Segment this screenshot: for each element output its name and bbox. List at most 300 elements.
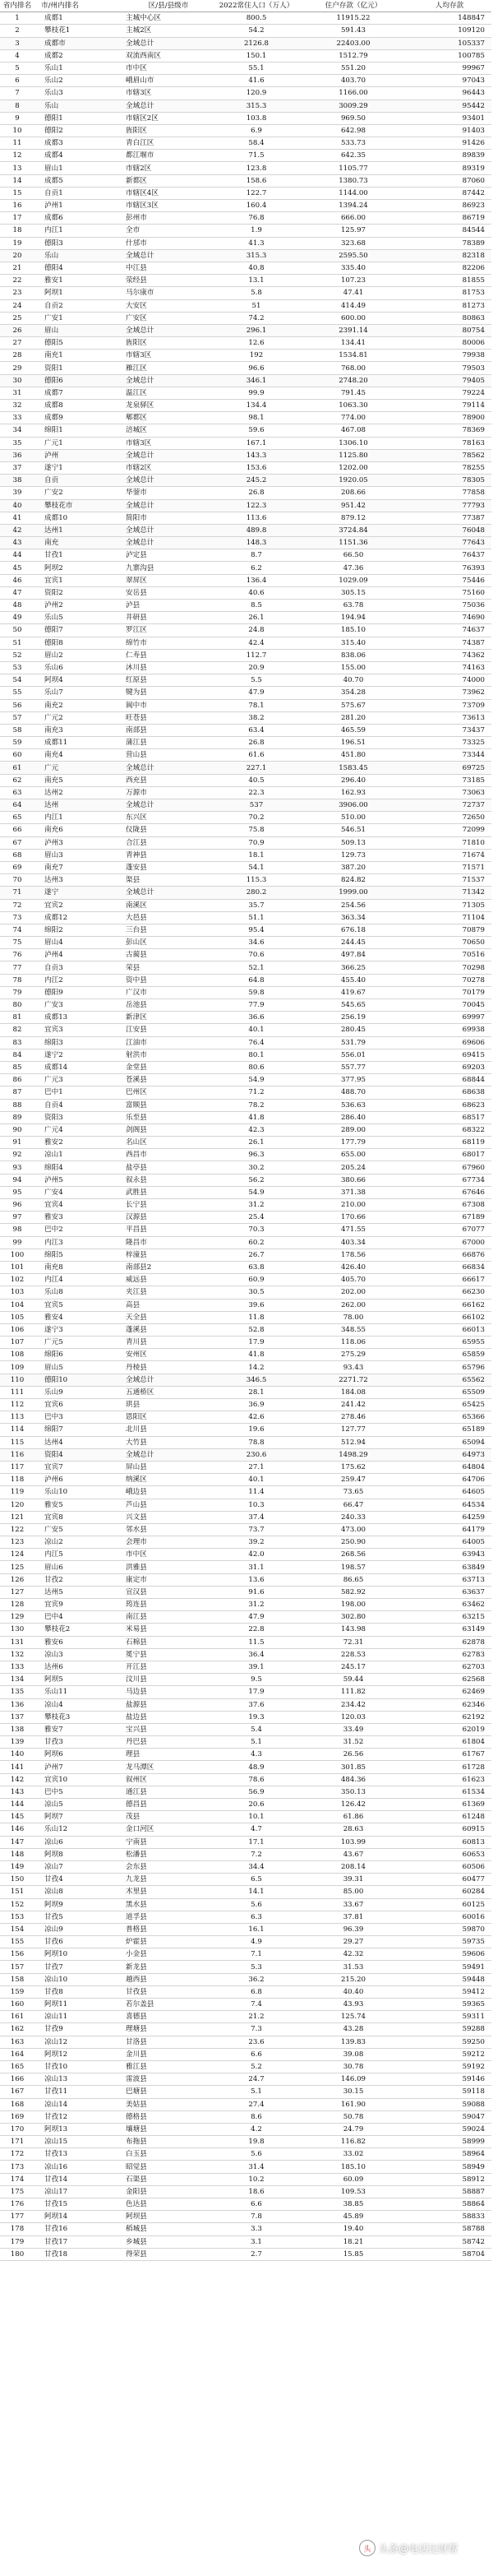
deposit-cell: 824.82 bbox=[299, 874, 408, 887]
sub-cell bbox=[85, 711, 123, 724]
per-capita-cell: 70650 bbox=[408, 937, 491, 949]
city-rank-cell: 广元3 bbox=[35, 1074, 85, 1086]
per-capita-cell: 81855 bbox=[408, 275, 491, 287]
district-cell: 德格县 bbox=[123, 2110, 214, 2123]
per-capita-cell: 65796 bbox=[408, 1361, 491, 1374]
province-rank-cell: 93 bbox=[0, 1161, 35, 1174]
population-cell: 36.2 bbox=[214, 1973, 299, 1985]
table-row bbox=[0, 487, 491, 499]
deposit-cell: 162.93 bbox=[299, 786, 408, 799]
deposit-cell: 551.20 bbox=[299, 62, 408, 74]
per-capita-cell: 78163 bbox=[408, 437, 491, 449]
population-cell: 120.9 bbox=[214, 87, 299, 100]
population-cell: 13.6 bbox=[214, 1573, 299, 1586]
population-cell: 143.3 bbox=[214, 449, 299, 461]
city-rank-cell: 雅安6 bbox=[35, 1636, 85, 1648]
sub-cell bbox=[85, 1599, 123, 1611]
per-capita-cell: 61369 bbox=[408, 1799, 491, 1811]
province-rank-cell: 164 bbox=[0, 2048, 35, 2060]
per-capita-cell: 73063 bbox=[408, 786, 491, 799]
per-capita-cell: 74362 bbox=[408, 649, 491, 661]
sub-cell bbox=[85, 1199, 123, 1212]
deposit-cell: 43.28 bbox=[299, 2023, 408, 2036]
deposit-cell: 286.40 bbox=[299, 1111, 408, 1124]
city-rank-cell: 凉山5 bbox=[35, 1799, 85, 1811]
deposit-cell: 774.00 bbox=[299, 412, 408, 424]
district-cell: 彭州市 bbox=[123, 212, 214, 225]
district-cell: 泸县 bbox=[123, 600, 214, 612]
sub-cell bbox=[85, 100, 123, 112]
district-cell: 普格县 bbox=[123, 1923, 214, 1935]
province-rank-cell: 60 bbox=[0, 749, 35, 762]
city-rank-cell: 泸州4 bbox=[35, 949, 85, 961]
district-cell: 彭山区 bbox=[123, 937, 214, 949]
table-row bbox=[0, 1723, 491, 1735]
deposit-cell: 205.24 bbox=[299, 1161, 408, 1174]
deposit-cell: 15.85 bbox=[299, 2248, 408, 2260]
sub-cell bbox=[85, 1723, 123, 1735]
per-capita-cell: 61728 bbox=[408, 1761, 491, 1773]
city-rank-cell: 阿坝11 bbox=[35, 1999, 85, 2011]
sub-cell bbox=[85, 225, 123, 237]
deposit-cell: 1166.00 bbox=[299, 87, 408, 100]
city-rank-cell: 德阳1 bbox=[35, 112, 85, 124]
table-row bbox=[0, 2060, 491, 2073]
table-row bbox=[0, 699, 491, 711]
table-row bbox=[0, 2073, 491, 2086]
per-capita-cell: 81273 bbox=[408, 299, 491, 312]
per-capita-cell: 74000 bbox=[408, 674, 491, 687]
population-cell: 3.1 bbox=[214, 2235, 299, 2248]
province-rank-cell: 66 bbox=[0, 824, 35, 836]
sub-cell bbox=[85, 1074, 123, 1086]
table-row bbox=[0, 2235, 491, 2248]
sub-cell bbox=[85, 2011, 123, 2023]
district-cell: 荥经县 bbox=[123, 275, 214, 287]
deposit-cell: 969.50 bbox=[299, 112, 408, 124]
per-capita-cell: 87442 bbox=[408, 187, 491, 199]
header-blank bbox=[85, 0, 123, 12]
city-rank-cell: 雅安7 bbox=[35, 1723, 85, 1735]
deposit-cell: 134.41 bbox=[299, 337, 408, 350]
per-capita-cell: 79224 bbox=[408, 387, 491, 399]
population-cell: 27.4 bbox=[214, 2098, 299, 2110]
table-row bbox=[0, 2148, 491, 2161]
deposit-cell: 348.55 bbox=[299, 1323, 408, 1336]
table-row bbox=[0, 2048, 491, 2060]
province-rank-cell: 43 bbox=[0, 537, 35, 549]
population-cell: 280.2 bbox=[214, 887, 299, 899]
deposit-cell: 43.93 bbox=[299, 1999, 408, 2011]
deposit-cell: 3724.84 bbox=[299, 524, 408, 536]
province-rank-cell: 62 bbox=[0, 774, 35, 786]
district-cell: 犍为县 bbox=[123, 687, 214, 699]
table-row bbox=[0, 1661, 491, 1673]
deposit-cell: 642.98 bbox=[299, 124, 408, 137]
population-cell: 7.1 bbox=[214, 1948, 299, 1961]
district-cell: 西昌市 bbox=[123, 1149, 214, 1161]
province-rank-cell: 52 bbox=[0, 649, 35, 661]
table-row bbox=[0, 737, 491, 749]
province-rank-cell: 1 bbox=[0, 12, 35, 25]
city-rank-cell: 巴中3 bbox=[35, 1411, 85, 1424]
province-rank-cell: 55 bbox=[0, 687, 35, 699]
sub-cell bbox=[85, 2048, 123, 2060]
population-cell: 70.3 bbox=[214, 1224, 299, 1236]
city-rank-cell: 成都13 bbox=[35, 1012, 85, 1024]
province-rank-cell: 166 bbox=[0, 2073, 35, 2086]
city-rank-cell: 巴中1 bbox=[35, 1086, 85, 1099]
deposit-cell: 18.21 bbox=[299, 2235, 408, 2248]
population-cell: 5.4 bbox=[214, 1723, 299, 1735]
per-capita-cell: 60125 bbox=[408, 1898, 491, 1911]
per-capita-cell: 109120 bbox=[408, 25, 491, 37]
population-cell: 20.9 bbox=[214, 661, 299, 674]
sub-cell bbox=[85, 1436, 123, 1448]
province-rank-cell: 59 bbox=[0, 737, 35, 749]
deposit-cell: 11915.22 bbox=[299, 12, 408, 25]
city-rank-cell: 甘孜2 bbox=[35, 1573, 85, 1586]
district-cell: 郫都区 bbox=[123, 412, 214, 424]
per-capita-cell: 67000 bbox=[408, 1236, 491, 1249]
province-rank-cell: 20 bbox=[0, 249, 35, 262]
per-capita-cell: 62469 bbox=[408, 1686, 491, 1698]
table-row bbox=[0, 275, 491, 287]
district-cell: 南部县2 bbox=[123, 1261, 214, 1273]
population-cell: 17.9 bbox=[214, 1337, 299, 1349]
province-rank-cell: 21 bbox=[0, 262, 35, 274]
province-rank-cell: 150 bbox=[0, 1874, 35, 1886]
sub-cell bbox=[85, 1174, 123, 1186]
district-cell: 三台县 bbox=[123, 924, 214, 936]
province-rank-cell: 160 bbox=[0, 1999, 35, 2011]
province-rank-cell: 162 bbox=[0, 2023, 35, 2036]
district-cell: 开江县 bbox=[123, 1661, 214, 1673]
per-capita-cell: 59606 bbox=[408, 1948, 491, 1961]
sub-cell bbox=[85, 1374, 123, 1386]
per-capita-cell: 61248 bbox=[408, 1811, 491, 1823]
deposit-cell: 24.79 bbox=[299, 2123, 408, 2135]
district-cell: 雷波县 bbox=[123, 2073, 214, 2086]
deposit-cell: 28.63 bbox=[299, 1823, 408, 1836]
per-capita-cell: 77793 bbox=[408, 499, 491, 512]
population-cell: 31.2 bbox=[214, 1599, 299, 1611]
table-row bbox=[0, 237, 491, 249]
population-cell: 5.2 bbox=[214, 2060, 299, 2073]
district-cell: 黑水县 bbox=[123, 1898, 214, 1911]
table-row bbox=[0, 1511, 491, 1523]
province-rank-cell: 136 bbox=[0, 1698, 35, 1711]
deposit-cell: 111.82 bbox=[299, 1686, 408, 1698]
table-row bbox=[0, 1024, 491, 1036]
per-capita-cell: 65859 bbox=[408, 1349, 491, 1361]
sub-cell bbox=[85, 162, 123, 174]
population-cell: 12.6 bbox=[214, 337, 299, 350]
table-row bbox=[0, 2110, 491, 2123]
per-capita-cell: 59288 bbox=[408, 2023, 491, 2036]
district-cell: 渠县 bbox=[123, 874, 214, 887]
table-row bbox=[0, 12, 491, 25]
province-rank-cell: 155 bbox=[0, 1936, 35, 1948]
table-row bbox=[0, 711, 491, 724]
population-cell: 59.6 bbox=[214, 424, 299, 437]
province-rank-cell: 84 bbox=[0, 1049, 35, 1061]
district-cell: 金阳县 bbox=[123, 2185, 214, 2198]
per-capita-cell: 59311 bbox=[408, 2011, 491, 2023]
district-cell: 新龙县 bbox=[123, 1961, 214, 1973]
table-row bbox=[0, 25, 491, 37]
district-cell: 广汉市 bbox=[123, 986, 214, 998]
sub-cell bbox=[85, 449, 123, 461]
sub-cell bbox=[85, 1936, 123, 1948]
per-capita-cell: 60506 bbox=[408, 1860, 491, 1873]
population-cell: 74.2 bbox=[214, 312, 299, 324]
district-cell: 雅江县 bbox=[123, 2060, 214, 2073]
deposit-cell: 245.17 bbox=[299, 1661, 408, 1673]
sub-cell bbox=[85, 1985, 123, 1998]
district-cell: 叙永县 bbox=[123, 1174, 214, 1186]
sub-cell bbox=[85, 600, 123, 612]
per-capita-cell: 82206 bbox=[408, 262, 491, 274]
per-capita-cell: 78389 bbox=[408, 237, 491, 249]
district-cell: 全市 bbox=[123, 225, 214, 237]
district-cell: 全域总计 bbox=[123, 887, 214, 899]
table-row bbox=[0, 549, 491, 562]
city-rank-cell: 宜宾6 bbox=[35, 1399, 85, 1411]
province-rank-cell: 133 bbox=[0, 1661, 35, 1673]
per-capita-cell: 64534 bbox=[408, 1499, 491, 1511]
population-cell: 2.7 bbox=[214, 2248, 299, 2260]
district-cell: 剑阁县 bbox=[123, 1124, 214, 1136]
city-rank-cell: 南充7 bbox=[35, 861, 85, 873]
deposit-cell: 377.95 bbox=[299, 1074, 408, 1086]
deposit-cell: 509.13 bbox=[299, 836, 408, 849]
sub-cell bbox=[85, 612, 123, 624]
table-row bbox=[0, 974, 491, 986]
table-row bbox=[0, 212, 491, 225]
header-deposits: 住户存款（亿元） bbox=[299, 0, 408, 12]
district-cell: 全域总计 bbox=[123, 249, 214, 262]
sub-cell bbox=[85, 1099, 123, 1111]
district-cell: 蓬安县 bbox=[123, 861, 214, 873]
district-cell: 九龙县 bbox=[123, 1874, 214, 1886]
population-cell: 54.1 bbox=[214, 861, 299, 873]
sub-cell bbox=[85, 150, 123, 162]
table-row bbox=[0, 2023, 491, 2036]
table-row bbox=[0, 287, 491, 299]
deposit-cell: 451.80 bbox=[299, 749, 408, 762]
sub-cell bbox=[85, 1323, 123, 1336]
sub-cell bbox=[85, 1549, 123, 1561]
population-cell: 26.7 bbox=[214, 1249, 299, 1261]
header-per-capita: 人均存款 bbox=[408, 0, 491, 12]
province-rank-cell: 158 bbox=[0, 1973, 35, 1985]
province-rank-cell: 42 bbox=[0, 524, 35, 536]
city-rank-cell: 广安2 bbox=[35, 487, 85, 499]
deposit-cell: 126.42 bbox=[299, 1799, 408, 1811]
district-cell: 白玉县 bbox=[123, 2148, 214, 2161]
district-cell: 资中县 bbox=[123, 974, 214, 986]
per-capita-cell: 80863 bbox=[408, 312, 491, 324]
sub-cell bbox=[85, 1386, 123, 1398]
per-capita-cell: 72650 bbox=[408, 812, 491, 824]
city-rank-cell: 自贡2 bbox=[35, 299, 85, 312]
per-capita-cell: 86719 bbox=[408, 212, 491, 225]
sub-cell bbox=[85, 1799, 123, 1811]
sub-cell bbox=[85, 674, 123, 687]
per-capita-cell: 75160 bbox=[408, 586, 491, 599]
sub-cell bbox=[85, 475, 123, 487]
city-rank-cell: 内江1 bbox=[35, 225, 85, 237]
per-capita-cell: 58864 bbox=[408, 2198, 491, 2211]
sub-cell bbox=[85, 1561, 123, 1573]
population-cell: 16.1 bbox=[214, 1923, 299, 1935]
city-rank-cell: 绵阳6 bbox=[35, 1349, 85, 1361]
population-cell: 63.4 bbox=[214, 724, 299, 736]
table-row bbox=[0, 1124, 491, 1136]
population-cell: 158.6 bbox=[214, 174, 299, 187]
per-capita-cell: 62346 bbox=[408, 1698, 491, 1711]
district-cell: 合江县 bbox=[123, 836, 214, 849]
per-capita-cell: 78255 bbox=[408, 461, 491, 474]
per-capita-cell: 63149 bbox=[408, 1624, 491, 1636]
population-cell: 35.7 bbox=[214, 899, 299, 911]
province-rank-cell: 128 bbox=[0, 1599, 35, 1611]
sub-cell bbox=[85, 350, 123, 362]
deposit-cell: 125.97 bbox=[299, 225, 408, 237]
province-rank-cell: 175 bbox=[0, 2185, 35, 2198]
population-cell: 7.3 bbox=[214, 2023, 299, 2036]
city-rank-cell: 德阳4 bbox=[35, 262, 85, 274]
per-capita-cell: 74163 bbox=[408, 661, 491, 674]
city-rank-cell: 成都市 bbox=[35, 37, 85, 49]
city-rank-cell: 阿坝7 bbox=[35, 1811, 85, 1823]
per-capita-cell: 99967 bbox=[408, 62, 491, 74]
population-cell: 227.1 bbox=[214, 762, 299, 774]
toutiao-logo-icon: 头 bbox=[359, 2540, 376, 2556]
province-rank-cell: 109 bbox=[0, 1361, 35, 1374]
province-rank-cell: 111 bbox=[0, 1386, 35, 1398]
deposit-cell: 120.03 bbox=[299, 1711, 408, 1723]
district-cell: 全域总计 bbox=[123, 1448, 214, 1461]
per-capita-cell: 62019 bbox=[408, 1723, 491, 1735]
district-cell: 长宁县 bbox=[123, 1199, 214, 1212]
province-rank-cell: 165 bbox=[0, 2060, 35, 2073]
population-cell: 42.6 bbox=[214, 1411, 299, 1424]
deposit-cell: 39.31 bbox=[299, 1874, 408, 1886]
district-cell: 市辖3区 bbox=[123, 350, 214, 362]
sub-cell bbox=[85, 49, 123, 62]
city-rank-cell: 遂宁1 bbox=[35, 461, 85, 474]
district-cell: 西充县 bbox=[123, 774, 214, 786]
table-row bbox=[0, 499, 491, 512]
city-rank-cell: 攀枝花市 bbox=[35, 499, 85, 512]
city-rank-cell: 宜宾10 bbox=[35, 1773, 85, 1786]
city-rank-cell: 阿坝4 bbox=[35, 674, 85, 687]
district-cell: 市中区 bbox=[123, 1549, 214, 1561]
table-row bbox=[0, 1711, 491, 1723]
deposit-cell: 280.45 bbox=[299, 1024, 408, 1036]
sub-cell bbox=[85, 949, 123, 961]
province-rank-cell: 19 bbox=[0, 237, 35, 249]
sub-cell bbox=[85, 1311, 123, 1323]
deposit-cell: 175.62 bbox=[299, 1461, 408, 1473]
province-rank-cell: 170 bbox=[0, 2123, 35, 2135]
province-rank-cell: 32 bbox=[0, 400, 35, 412]
province-rank-cell: 29 bbox=[0, 362, 35, 374]
district-cell: 洪雅县 bbox=[123, 1561, 214, 1573]
table-row bbox=[0, 674, 491, 687]
province-rank-cell: 76 bbox=[0, 949, 35, 961]
city-rank-cell: 南充8 bbox=[35, 1261, 85, 1273]
population-cell: 63.8 bbox=[214, 1261, 299, 1273]
district-cell: 筠连县 bbox=[123, 1599, 214, 1611]
table-row bbox=[0, 624, 491, 637]
city-rank-cell: 甘孜4 bbox=[35, 1874, 85, 1886]
city-rank-cell: 阿坝13 bbox=[35, 2123, 85, 2135]
deposit-cell: 234.42 bbox=[299, 1698, 408, 1711]
sub-cell bbox=[85, 649, 123, 661]
district-cell: 主城中心区 bbox=[123, 12, 214, 25]
city-rank-cell: 宜宾7 bbox=[35, 1461, 85, 1473]
province-rank-cell: 172 bbox=[0, 2148, 35, 2161]
population-cell: 41.6 bbox=[214, 75, 299, 87]
province-rank-cell: 131 bbox=[0, 1636, 35, 1648]
sub-cell bbox=[85, 1874, 123, 1886]
district-cell: 苍溪县 bbox=[123, 1074, 214, 1086]
sub-cell bbox=[85, 1636, 123, 1648]
district-cell: 武胜县 bbox=[123, 1186, 214, 1198]
city-rank-cell: 乐山7 bbox=[35, 687, 85, 699]
deposit-cell: 497.84 bbox=[299, 949, 408, 961]
province-rank-cell: 145 bbox=[0, 1811, 35, 1823]
deposit-cell: 63.78 bbox=[299, 600, 408, 612]
table-row bbox=[0, 949, 491, 961]
per-capita-cell: 77387 bbox=[408, 512, 491, 524]
province-rank-cell: 45 bbox=[0, 562, 35, 574]
population-cell: 123.8 bbox=[214, 162, 299, 174]
table-row bbox=[0, 574, 491, 586]
per-capita-cell: 87060 bbox=[408, 174, 491, 187]
population-cell: 245.2 bbox=[214, 475, 299, 487]
deposit-cell: 838.06 bbox=[299, 649, 408, 661]
sub-cell bbox=[85, 1586, 123, 1598]
city-rank-cell: 甘孜16 bbox=[35, 2223, 85, 2235]
sub-cell bbox=[85, 1674, 123, 1686]
table-row bbox=[0, 1749, 491, 1761]
per-capita-cell: 59146 bbox=[408, 2073, 491, 2086]
province-rank-cell: 85 bbox=[0, 1061, 35, 1073]
population-cell: 160.4 bbox=[214, 200, 299, 212]
table-row bbox=[0, 1311, 491, 1323]
district-cell: 宁南县 bbox=[123, 1836, 214, 1848]
city-rank-cell: 甘孜5 bbox=[35, 1911, 85, 1923]
city-rank-cell: 泸州7 bbox=[35, 1761, 85, 1773]
province-rank-cell: 70 bbox=[0, 874, 35, 887]
table-row bbox=[0, 1823, 491, 1836]
per-capita-cell: 58704 bbox=[408, 2248, 491, 2260]
city-rank-cell: 达州1 bbox=[35, 524, 85, 536]
district-cell: 梓潼县 bbox=[123, 1249, 214, 1261]
per-capita-cell: 58742 bbox=[408, 2235, 491, 2248]
city-rank-cell: 甘孜17 bbox=[35, 2235, 85, 2248]
per-capita-cell: 67189 bbox=[408, 1212, 491, 1224]
province-rank-cell: 48 bbox=[0, 600, 35, 612]
per-capita-cell: 73344 bbox=[408, 749, 491, 762]
table-row bbox=[0, 1424, 491, 1436]
population-cell: 77.9 bbox=[214, 999, 299, 1012]
table-row bbox=[0, 49, 491, 62]
